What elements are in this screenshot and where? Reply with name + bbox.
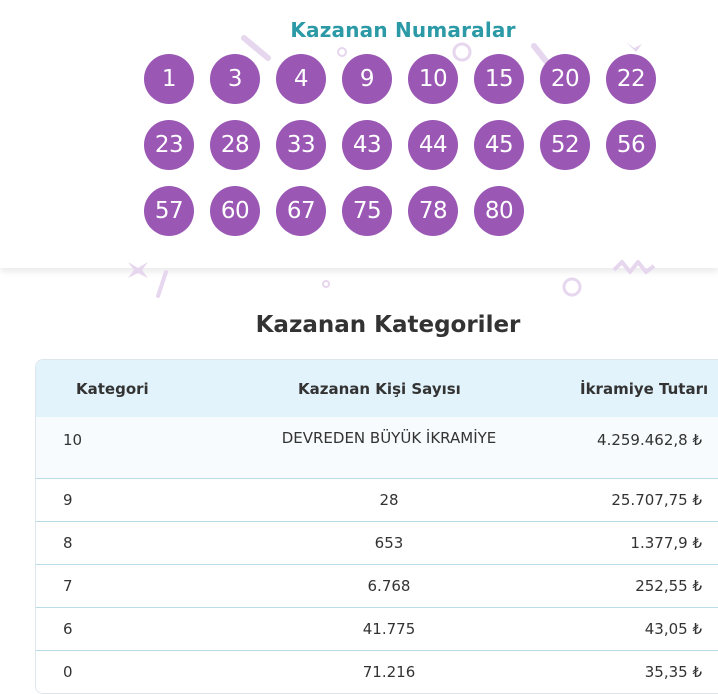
number-ball: 52 (540, 120, 590, 170)
categories-table (35, 359, 718, 694)
category-cell: 10 (63, 431, 83, 449)
number-ball: 20 (540, 54, 590, 104)
table-row (36, 651, 718, 693)
winner-count-cell: 41.775 (362, 620, 416, 638)
number-ball: 28 (210, 120, 260, 170)
table-header (36, 360, 718, 417)
header-prize-amount: İkramiye Tutarı (580, 380, 709, 398)
number-ball: 56 (606, 120, 656, 170)
number-ball: 80 (474, 186, 524, 236)
prize-cell: 252,55 ₺ (635, 577, 702, 595)
winning-categories-title: Kazanan Kategoriler (255, 312, 521, 338)
prize-cell: 25.707,75 ₺ (611, 491, 702, 509)
prize-cell: 35,35 ₺ (644, 663, 702, 681)
header-category: Kategori (76, 380, 149, 398)
table-row (36, 565, 718, 608)
category-cell: 6 (63, 620, 73, 638)
number-ball: 75 (342, 186, 392, 236)
number-ball: 44 (408, 120, 458, 170)
header-winner-count: Kazanan Kişi Sayısı (298, 380, 461, 398)
number-ball: 67 (276, 186, 326, 236)
number-ball: 43 (342, 120, 392, 170)
number-ball: 33 (276, 120, 326, 170)
winning-numbers-grid (144, 54, 672, 236)
winner-count-cell: 653 (374, 534, 404, 552)
table-row (36, 417, 718, 479)
number-ball: 78 (408, 186, 458, 236)
number-ball: 3 (210, 54, 260, 104)
table-row (36, 479, 718, 522)
category-cell: 7 (63, 577, 73, 595)
confetti-bar-3 (158, 272, 166, 296)
confetti-ring-4 (323, 281, 329, 287)
number-ball: 4 (276, 54, 326, 104)
winner-count-cell: 71.216 (362, 663, 416, 681)
winner-count-cell: DEVREDEN BÜYÜK İKRAMİYE (281, 429, 497, 447)
table-row (36, 608, 718, 651)
prize-cell: 43,05 ₺ (644, 620, 702, 638)
number-ball: 10 (408, 54, 458, 104)
number-ball: 45 (474, 120, 524, 170)
category-cell: 9 (63, 491, 73, 509)
confetti-ring-2 (564, 279, 580, 295)
number-ball: 9 (342, 54, 392, 104)
number-ball: 15 (474, 54, 524, 104)
table-row (36, 522, 718, 565)
number-ball: 60 (210, 186, 260, 236)
winner-count-cell: 6.768 (367, 577, 411, 595)
number-ball: 1 (144, 54, 194, 104)
category-cell: 8 (63, 534, 73, 552)
prize-cell: 1.377,9 ₺ (630, 534, 702, 552)
number-ball: 22 (606, 54, 656, 104)
number-ball: 23 (144, 120, 194, 170)
prize-cell: 4.259.462,8 ₺ (597, 431, 702, 449)
category-cell: 0 (63, 663, 73, 681)
winner-count-cell: 28 (379, 491, 399, 509)
number-ball: 57 (144, 186, 194, 236)
winning-numbers-title: Kazanan Numaralar (290, 18, 516, 42)
